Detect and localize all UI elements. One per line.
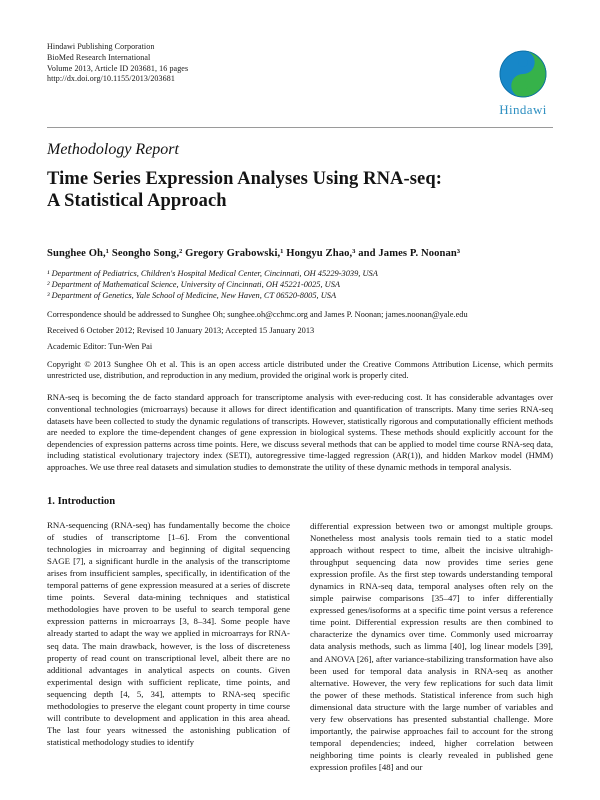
hindawi-logo	[497, 48, 549, 118]
affiliation-2: ² Department of Mathematical Science, University of Cincinnati, OH 45221-0025, USA	[47, 280, 341, 290]
header-divider	[47, 127, 553, 128]
left-column	[47, 496, 290, 774]
affiliations	[47, 268, 553, 301]
introduction-right-text: differential expression between two or amongst multiple groups. Nonetheless most analysis tools remain tied to a static model approach without respect to time, albeit the incisive ultrahigh-throughput sequencing data now provides time series gene expression profile. As the first step towards understanding temporal dynamics in RNA-seq data, temporal analyses often rely on the simple pairwise comparisons [35–47] to infer differentially expressed genes/isoforms at a specific time point versus a reference time point. Differential expression results are then combined to characterize the dynamics over time. Commonly used microarray data analysis methods, such as limma [40], log linear models [39], and ANOVA [26], after variance-stabilizing transformation have also been used for temporal data analysis in RNA-seq as another alternative. However, the very few replications for such data limit the power of these methods. Statistical inference from such high dimensional data structure with the large number of variables and very few observations has presented substantial challenge. More importantly, the pairwise approaches fail to account for the strong temporal dependencies; indeed, higher correlation between neighboring time points is clearly revealed in published gene expression profiles [48] and our	[310, 520, 553, 773]
article-category: Methodology Report	[47, 141, 179, 158]
right-column	[310, 496, 553, 774]
section-heading-introduction: 1. Introduction	[47, 495, 116, 507]
article-title: Time Series Expression Analyses Using RNA-seq: A Statistical Approach	[47, 169, 443, 212]
affiliation-3: ³ Department of Genetics, Yale School of Medicine, New Haven, CT 06520-8005, USA	[47, 291, 337, 301]
doi-link: http://dx.doi.org/10.1155/2013/203681	[47, 74, 175, 84]
hindawi-logo-icon	[497, 48, 549, 100]
journal-name: BioMed Research International	[47, 52, 151, 62]
history-line: Received 6 October 2012; Revised 10 January 2013; Accepted 15 January 2013	[47, 326, 315, 336]
masthead	[47, 42, 553, 118]
affiliation-1: ¹ Department of Pediatrics, Children's Hospital Medical Center, Cincinnati, OH 45229-3039, USA	[47, 269, 378, 279]
introduction-left-text: RNA-sequencing (RNA-seq) has fundamentally become the choice of studies of transcriptome [1–6]. From the conventional technologies in microarray and beginning of digital sequencing SAGE [7], a significant hurdle in the analysis of the transcriptome arises from insufficient samples, specifically, in identification of the temporal patterns of gene expression measured at a series of discrete time points. Several data-mining techniques and statistical methodologies have proven to be useful to search temporal gene expression patterns in microarrays [3, 8–34]. Some people have already started to adapt the way we applied in microarrays for RNA-seq data. The main drawback, however, is the loss of discreteness property of read count on transcriptional level, albeit there are no additional advantages in analytical aspects on counts. Given experimental design with sufficient replicate, time points, and sequencing depth [4, 5, 34], attempts to RNA-seq specific methodologies to preserve the elegant count property in time course will contribute to development and application in this area ahead. The last four years witnessed the astonishing publication of statistical methodology studies to identify	[47, 519, 290, 748]
volume-article-info: Volume 2013, Article ID 203681, 16 pages	[47, 63, 189, 73]
authors-line: Sunghee Oh,¹ Seongho Song,² Gregory Grabowski,¹ Hongyu Zhao,³ and James P. Noonan³	[47, 248, 461, 260]
publisher-name: Hindawi Publishing Corporation	[47, 42, 155, 51]
hindawi-wordmark: Hindawi	[499, 102, 547, 117]
publisher-info	[47, 42, 188, 85]
correspondence-line: Correspondence should be addressed to Sunghee Oh; sunghee.oh@cchmc.org and James P. Noonan; james.noonan@yale.edu	[47, 310, 468, 320]
copyright-notice: Copyright © 2013 Sunghee Oh et al. This is an open access article distributed under the Creative Commons Attribution License, which permits unrestricted use, distribution, and reproduction in any medium, provided the original work is properly cited.	[47, 360, 553, 381]
abstract-text: RNA-seq is becoming the de facto standard approach for transcriptome analysis with ever-reducing cost. It has considerable advantages over conventional technologies (microarrays) because it allows for direct identification and quantification of transcripts. Many time series RNA-seq datasets have been collected to study the dynamic regulations of transcripts. However, statistically rigorous and computationally efficient methods are needed to explore the time-dependent changes of gene expression in biological systems. These methods should explicitly account for the dependencies of expression patterns across time points. Here, we discuss several methods that can be applied to model time course RNA-seq data, including statistical evolutionary trajectory index (SETI), autoregressive time-lagged regression (AR(1)), and hidden Markov model (HMM) approaches. We use three real datasets and simulation studies to demonstrate the utility of these dynamic methods in temporal analysis.	[47, 392, 553, 472]
body-columns	[47, 496, 553, 774]
academic-editor-line: Academic Editor: Tun-Wen Pai	[47, 342, 153, 352]
